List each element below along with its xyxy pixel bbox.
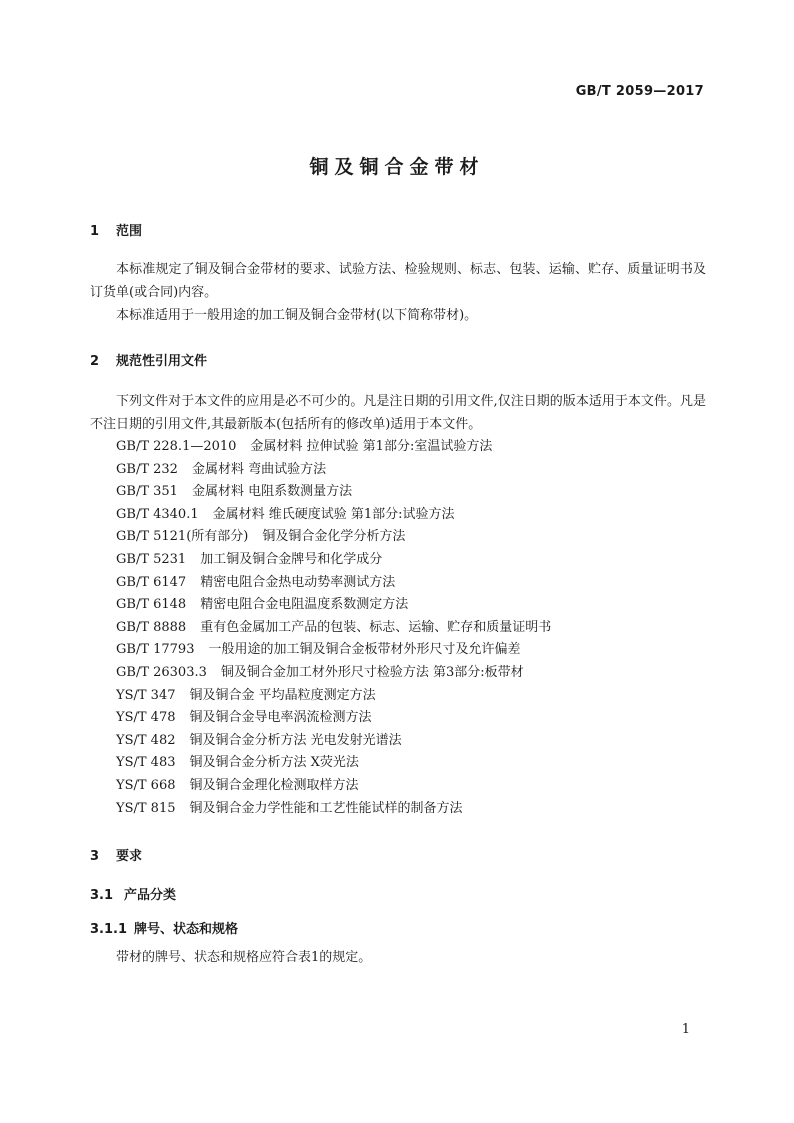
reference-title: 铜及铜合金分析方法 X荧光法 bbox=[189, 755, 359, 771]
section-number: 1 bbox=[90, 224, 100, 239]
reference-item bbox=[116, 617, 551, 640]
reference-code: GB/T 6148 bbox=[116, 597, 187, 613]
section-3-1-heading bbox=[90, 884, 176, 903]
section-number: 3.1.1 bbox=[90, 922, 128, 937]
reference-code: GB/T 17793 bbox=[116, 642, 195, 658]
reference-item bbox=[116, 662, 551, 685]
section-number: 2 bbox=[90, 354, 100, 369]
reference-code: GB/T 6147 bbox=[116, 574, 187, 590]
reference-title: 铜及铜合金导电率涡流检测方法 bbox=[189, 710, 372, 726]
scope-paragraph: 本标准适用于一般用途的加工铜及铜合金带材(以下简称带材)。 bbox=[116, 308, 478, 323]
reference-code: GB/T 4340.1 bbox=[116, 506, 199, 522]
reference-title: 铜及铜合金理化检测取样方法 bbox=[189, 777, 359, 793]
section-3-1-1-heading bbox=[90, 918, 238, 937]
section-2-heading bbox=[90, 350, 207, 369]
page-number: 1 bbox=[681, 1022, 690, 1037]
reference-title: 金属材料 拉伸试验 第1部分:室温试验方法 bbox=[250, 439, 493, 454]
reference-item bbox=[116, 459, 551, 482]
standard-code: GB/T 2059—2017 bbox=[575, 84, 704, 99]
reference-item bbox=[116, 481, 551, 504]
reference-code: YS/T 668 bbox=[116, 777, 176, 793]
reference-title: 加工铜及铜合金牌号和化学成分 bbox=[200, 551, 383, 567]
references-intro: 下列文件对于本文件的应用是必不可少的。凡是注日期的引用文件,仅注日期的版本适用于本文件。凡是不注日期的引用文件,其最新版本(包括所有的修改单)适用于本文件。 bbox=[90, 394, 706, 432]
reference-code: GB/T 26303.3 bbox=[116, 664, 207, 680]
section-title: 产品分类 bbox=[124, 888, 177, 903]
reference-code: YS/T 483 bbox=[116, 755, 176, 771]
section-number: 3 bbox=[90, 849, 100, 864]
reference-code: GB/T 5121(所有部分) bbox=[116, 529, 249, 545]
reference-item bbox=[116, 639, 551, 662]
reference-title: 铜及铜合金分析方法 光电发射光谱法 bbox=[189, 732, 402, 748]
reference-title: 铜及铜合金加工材外形尺寸检验方法 第3部分:板带材 bbox=[220, 664, 524, 680]
reference-title: 精密电阻合金电阻温度系数测定方法 bbox=[200, 597, 409, 613]
reference-title: 金属材料 弯曲试验方法 bbox=[191, 461, 327, 477]
reference-code: GB/T 351 bbox=[116, 484, 178, 500]
section-1-heading bbox=[90, 220, 142, 239]
section-3-heading bbox=[90, 845, 142, 864]
reference-item bbox=[116, 594, 551, 617]
reference-item bbox=[116, 775, 551, 798]
reference-code: YS/T 347 bbox=[116, 687, 176, 703]
reference-title: 铜及铜合金 平均晶粒度测定方法 bbox=[189, 687, 376, 703]
reference-title: 一般用途的加工铜及铜合金板带材外形尺寸及允许偏差 bbox=[208, 642, 521, 658]
reference-code: YS/T 478 bbox=[116, 710, 176, 726]
reference-code: GB/T 228.1—2010 bbox=[116, 439, 237, 454]
classification-paragraph: 带材的牌号、状态和规格应符合表1的规定。 bbox=[116, 950, 372, 965]
reference-item bbox=[116, 549, 551, 572]
section-title: 规范性引用文件 bbox=[116, 354, 208, 369]
reference-list bbox=[116, 436, 551, 820]
reference-title: 铜及铜合金化学分析方法 bbox=[262, 529, 406, 545]
reference-title: 重有色金属加工产品的包装、标志、运输、贮存和质量证明书 bbox=[200, 619, 552, 635]
reference-item bbox=[116, 436, 551, 459]
reference-item bbox=[116, 752, 551, 775]
reference-title: 铜及铜合金力学性能和工艺性能试样的制备方法 bbox=[189, 800, 463, 816]
reference-title: 精密电阻合金热电动势率测试方法 bbox=[200, 574, 396, 590]
reference-item bbox=[116, 572, 551, 595]
document-title: 铜及铜合金带材 bbox=[309, 156, 485, 178]
reference-item bbox=[116, 526, 551, 549]
reference-item bbox=[116, 504, 551, 527]
reference-item bbox=[116, 685, 551, 708]
section-title: 要求 bbox=[116, 849, 143, 864]
section-number: 3.1 bbox=[90, 888, 114, 903]
reference-item bbox=[116, 798, 551, 821]
reference-item bbox=[116, 730, 551, 753]
reference-title: 金属材料 电阻系数测量方法 bbox=[191, 484, 353, 500]
reference-code: GB/T 5231 bbox=[116, 551, 187, 567]
reference-code: GB/T 8888 bbox=[116, 619, 187, 635]
reference-code: YS/T 482 bbox=[116, 732, 176, 748]
reference-item bbox=[116, 707, 551, 730]
section-title: 范围 bbox=[116, 224, 143, 239]
reference-code: YS/T 815 bbox=[116, 800, 176, 816]
section-title: 牌号、状态和规格 bbox=[134, 922, 239, 937]
reference-code: GB/T 232 bbox=[116, 461, 178, 477]
reference-title: 金属材料 维氏硬度试验 第1部分:试验方法 bbox=[212, 506, 455, 522]
scope-paragraph: 本标准规定了铜及铜合金带材的要求、试验方法、检验规则、标志、包装、运输、贮存、质量证明书及订货单(或合同)内容。 bbox=[90, 262, 706, 300]
